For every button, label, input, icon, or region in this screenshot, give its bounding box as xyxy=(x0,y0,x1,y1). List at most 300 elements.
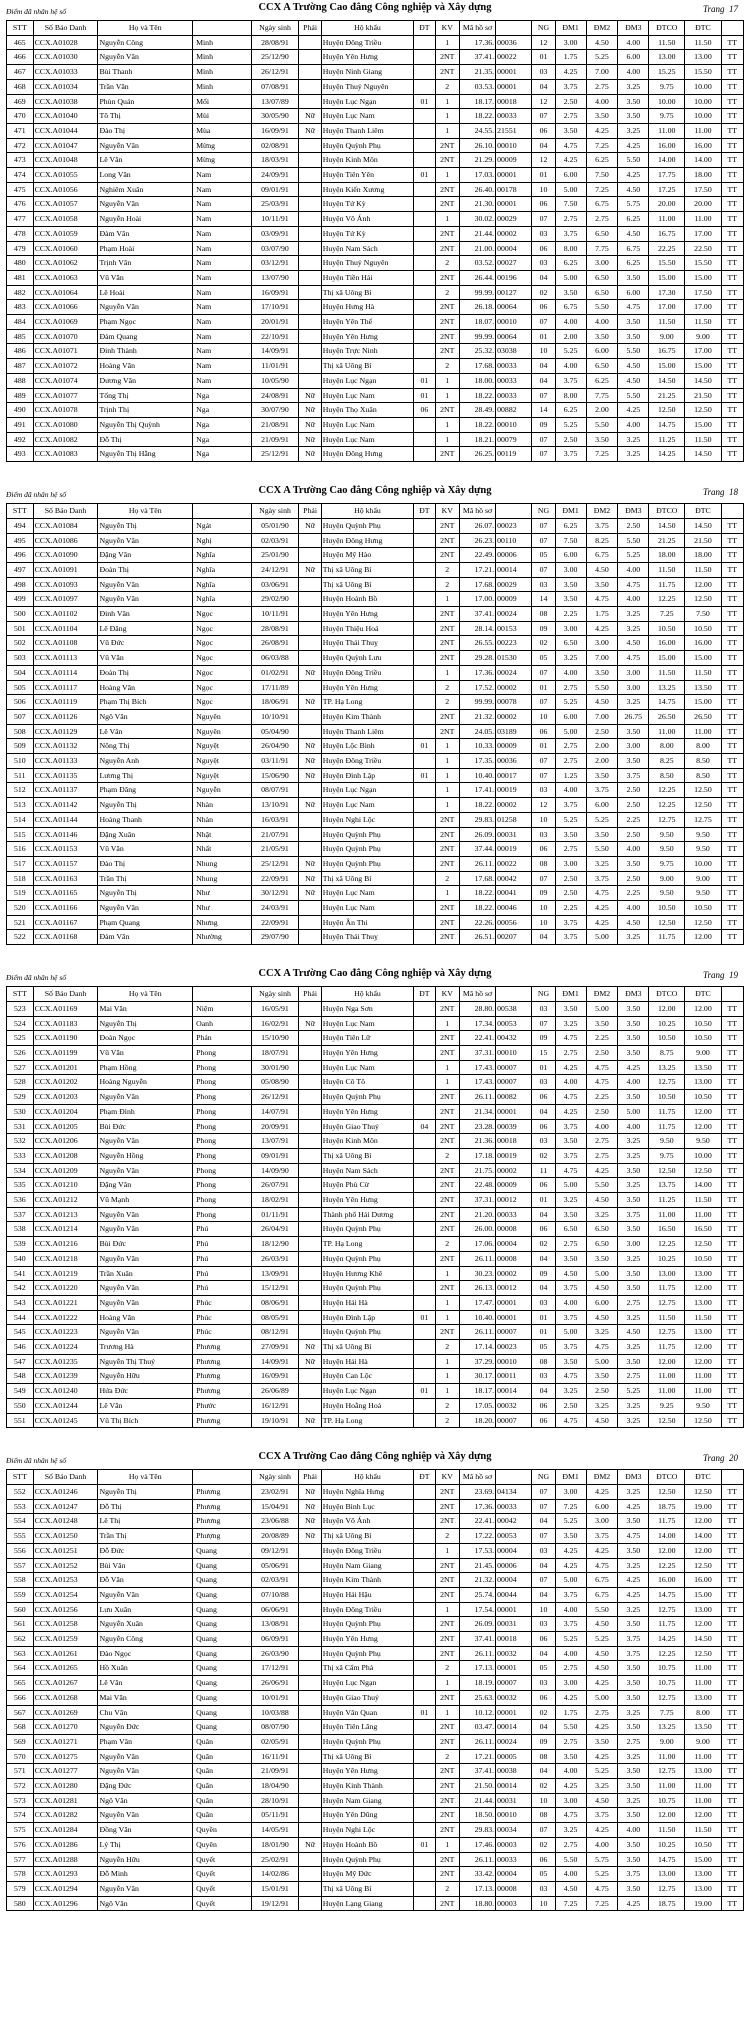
cell-kv: 2NT xyxy=(435,300,459,315)
cell-dtc: 13.00 xyxy=(685,1325,721,1340)
cell-ma-ho-so-b: 00014 xyxy=(496,1384,532,1399)
cell-ten: Nam xyxy=(193,241,251,256)
cell-kq: TT xyxy=(721,1207,743,1222)
cell-dm2: 4.75 xyxy=(586,1881,618,1896)
cell-dm2: 3.50 xyxy=(586,1016,618,1031)
cell-dm1: 4.25 xyxy=(555,1779,586,1794)
cell-ho: Nguyễn Văn xyxy=(98,1808,193,1823)
cell-phai xyxy=(299,812,321,827)
cell-ho: Đặng Văn xyxy=(98,548,193,563)
cell-kv: 1 xyxy=(435,417,459,432)
cell-dm3: 3.50 xyxy=(618,754,649,769)
cell-kv: 1 xyxy=(435,798,459,813)
cell-dtc: 15.00 xyxy=(685,417,721,432)
cell-ma-ho-so-a: 17.14. xyxy=(459,1340,495,1355)
table-row xyxy=(7,1661,744,1676)
cell-ten: Quyết xyxy=(193,1881,251,1896)
cell-dtco: 10.25 xyxy=(649,1016,685,1031)
cell-ng: 07 xyxy=(532,212,555,227)
cell-ten: Phán xyxy=(193,1031,251,1046)
cell-ten: Phong xyxy=(193,1148,251,1163)
table-row xyxy=(7,1543,744,1558)
cell-ngay-sinh: 30/05/90 xyxy=(251,109,299,124)
cell-ho: Bùi Thanh xyxy=(98,65,193,80)
cell-dtco: 14.75 xyxy=(649,1587,685,1602)
cell-dtco: 11.00 xyxy=(649,1207,685,1222)
cell-ma-ho-so-b: 00053 xyxy=(496,1016,532,1031)
cell-dtco: 11.50 xyxy=(649,35,685,50)
cell-sbd: CCX.A01169 xyxy=(33,1001,98,1016)
column-header: Mã hồ sơ xyxy=(459,1470,495,1485)
cell-ngay-sinh: 16/12/91 xyxy=(251,1398,299,1413)
column-header: Phái xyxy=(299,21,321,36)
cell-sbd: CCX.A01030 xyxy=(33,50,98,65)
cell-ngay-sinh: 21/08/91 xyxy=(251,417,299,432)
cell-ma-ho-so-b: 00018 xyxy=(496,94,532,109)
cell-dtco: 10.75 xyxy=(649,1793,685,1808)
cell-ten: Nga xyxy=(193,432,251,447)
cell-dtc: 9.50 xyxy=(685,886,721,901)
cell-ho: Tống Thị xyxy=(98,388,193,403)
cell-phai: Nữ xyxy=(299,1529,321,1544)
cell-ho-khau: Huyện Nam Giang xyxy=(321,1558,414,1573)
cell-sbd: CCX.A01090 xyxy=(33,548,98,563)
cell-ma-ho-so-a: 17.13. xyxy=(459,1881,495,1896)
cell-stt: 529 xyxy=(7,1090,34,1105)
cell-ten: Nghĩa xyxy=(193,548,251,563)
cell-ten: Nguyệt xyxy=(193,739,251,754)
cell-ma-ho-so-b: 00007 xyxy=(496,1325,532,1340)
cell-ten: Minh xyxy=(193,50,251,65)
cell-dm1: 8.00 xyxy=(555,241,586,256)
cell-ngay-sinh: 08/06/91 xyxy=(251,1295,299,1310)
cell-stt: 471 xyxy=(7,123,34,138)
cell-ngay-sinh: 26/07/91 xyxy=(251,1178,299,1193)
cell-ngay-sinh: 25/12/91 xyxy=(251,447,299,462)
cell-kq: TT xyxy=(721,871,743,886)
cell-dtco: 9.00 xyxy=(649,329,685,344)
cell-stt: 502 xyxy=(7,636,34,651)
cell-kv: 2NT xyxy=(435,315,459,330)
cell-ng: 10 xyxy=(532,1602,555,1617)
cell-dt xyxy=(414,1134,435,1149)
cell-dm1: 3.25 xyxy=(555,1384,586,1399)
cell-stt: 570 xyxy=(7,1749,34,1764)
cell-ng: 03 xyxy=(532,1369,555,1384)
cell-ma-ho-so-b: 00019 xyxy=(496,842,532,857)
cell-sbd: CCX.A01033 xyxy=(33,65,98,80)
cell-stt: 535 xyxy=(7,1178,34,1193)
cell-dtco: 16.00 xyxy=(649,636,685,651)
cell-kv: 1 xyxy=(435,1543,459,1558)
cell-dm3: 4.75 xyxy=(618,577,649,592)
cell-dm2: 3.00 xyxy=(586,1514,618,1529)
cell-ma-ho-so-b: 00001 xyxy=(496,197,532,212)
cell-dm1: 2.75 xyxy=(555,680,586,695)
cell-ma-ho-so-a: 23.69. xyxy=(459,1484,495,1499)
cell-ng: 04 xyxy=(532,930,555,945)
cell-dtc: 15.00 xyxy=(685,359,721,374)
cell-kq: TT xyxy=(721,1281,743,1296)
cell-dt: 01 xyxy=(414,1384,435,1399)
cell-ngay-sinh: 05/04/90 xyxy=(251,724,299,739)
column-header xyxy=(496,1470,532,1485)
cell-ma-ho-so-b: 00031 xyxy=(496,1617,532,1632)
cell-ngay-sinh: 18/04/90 xyxy=(251,1779,299,1794)
cell-kq: TT xyxy=(721,1310,743,1325)
cell-dtc: 17.50 xyxy=(685,182,721,197)
cell-kv: 2 xyxy=(435,1529,459,1544)
cell-ho-khau: Huyện Đông Triều xyxy=(321,665,414,680)
cell-ten: Quyên xyxy=(193,1837,251,1852)
cell-kv: 2NT xyxy=(435,1178,459,1193)
cell-dtc: 16.50 xyxy=(685,1222,721,1237)
cell-ten: Quang xyxy=(193,1661,251,1676)
cell-kq: TT xyxy=(721,123,743,138)
cell-ma-ho-so-b: 00033 xyxy=(496,1852,532,1867)
cell-kv: 2NT xyxy=(435,1119,459,1134)
cell-ten: Nguyệt xyxy=(193,754,251,769)
cell-ho-khau: Huyện Đông Triều xyxy=(321,1602,414,1617)
cell-dm3: 2.50 xyxy=(618,827,649,842)
page-number xyxy=(703,4,738,14)
cell-kv: 2 xyxy=(435,285,459,300)
cell-dm2: 3.75 xyxy=(586,1529,618,1544)
cell-kv: 2NT xyxy=(435,1558,459,1573)
table-row xyxy=(7,65,744,80)
cell-phai xyxy=(299,153,321,168)
cell-ng: 04 xyxy=(532,1207,555,1222)
cell-dm1: 3.50 xyxy=(555,1134,586,1149)
cell-ng: 03 xyxy=(532,1881,555,1896)
cell-stt: 473 xyxy=(7,153,34,168)
cell-dtco: 11.75 xyxy=(649,1104,685,1119)
cell-dtco: 12.00 xyxy=(649,1543,685,1558)
cell-kq: TT xyxy=(721,856,743,871)
cell-dm3: 4.00 xyxy=(618,417,649,432)
cell-kv: 2NT xyxy=(435,607,459,622)
cell-dt xyxy=(414,724,435,739)
cell-kq: TT xyxy=(721,285,743,300)
cell-ho-khau: Huyện Cô Tô xyxy=(321,1075,414,1090)
cell-stt: 520 xyxy=(7,901,34,916)
cell-sbd: CCX.A01064 xyxy=(33,285,98,300)
table-row xyxy=(7,373,744,388)
cell-dt xyxy=(414,651,435,666)
cell-ma-ho-so-b: 00007 xyxy=(496,1676,532,1691)
cell-ma-ho-so-a: 37.29. xyxy=(459,1354,495,1369)
cell-dt: 01 xyxy=(414,1310,435,1325)
cell-dtc: 11.50 xyxy=(685,315,721,330)
cell-kv: 2NT xyxy=(435,241,459,256)
cell-ma-ho-so-b: 03189 xyxy=(496,724,532,739)
cell-dtco: 18.75 xyxy=(649,1499,685,1514)
table-row xyxy=(7,1369,744,1384)
cell-ho: Trần Xuân xyxy=(98,1266,193,1281)
cell-dt xyxy=(414,1499,435,1514)
cell-phai xyxy=(299,1720,321,1735)
cell-ng: 02 xyxy=(532,1837,555,1852)
cell-ho-khau: Huyện Lục Nam xyxy=(321,417,414,432)
cell-dtco: 16.75 xyxy=(649,226,685,241)
cell-sbd: CCX.A01258 xyxy=(33,1617,98,1632)
cell-kq: TT xyxy=(721,695,743,710)
cell-ng: 07 xyxy=(532,1573,555,1588)
cell-stt: 488 xyxy=(7,373,34,388)
cell-ho-khau: Huyện Lục Ngạn xyxy=(321,373,414,388)
cell-ma-ho-so-b: 00053 xyxy=(496,1529,532,1544)
cell-ma-ho-so-a: 17.34. xyxy=(459,1016,495,1031)
cell-ma-ho-so-b: 00001 xyxy=(496,1661,532,1676)
cell-sbd: CCX.A01071 xyxy=(33,344,98,359)
cell-dm2: 3.25 xyxy=(586,1325,618,1340)
cell-ma-ho-so-a: 17.18. xyxy=(459,1148,495,1163)
cell-kq: TT xyxy=(721,35,743,50)
cell-kq: TT xyxy=(721,168,743,183)
cell-ten: Phương xyxy=(193,1514,251,1529)
cell-ng: 01 xyxy=(532,1060,555,1075)
cell-ng: 02 xyxy=(532,1237,555,1252)
cell-ho: Bùi Đức xyxy=(98,1237,193,1252)
cell-sbd: CCX.A01216 xyxy=(33,1237,98,1252)
cell-dtco: 12.75 xyxy=(649,1602,685,1617)
cell-kq: TT xyxy=(721,665,743,680)
cell-kv: 2NT xyxy=(435,447,459,462)
cell-phai xyxy=(299,607,321,622)
cell-dm1: 2.75 xyxy=(555,1661,586,1676)
cell-sbd: CCX.A01078 xyxy=(33,403,98,418)
cell-dtc: 13.00 xyxy=(685,1266,721,1281)
cell-ten: Phong xyxy=(193,1104,251,1119)
cell-kv: 2NT xyxy=(435,1134,459,1149)
cell-ng: 10 xyxy=(532,344,555,359)
cell-ho-khau: Huyện Hoành Bồ xyxy=(321,1837,414,1852)
cell-kq: TT xyxy=(721,1060,743,1075)
cell-dm1: 3.75 xyxy=(555,1617,586,1632)
cell-dtc: 11.50 xyxy=(685,432,721,447)
cell-dtco: 11.75 xyxy=(649,1281,685,1296)
cell-stt: 518 xyxy=(7,871,34,886)
table-row xyxy=(7,403,744,418)
cell-ng: 06 xyxy=(532,1852,555,1867)
cell-ma-ho-so-b: 00014 xyxy=(496,1779,532,1794)
cell-dm2: 4.75 xyxy=(586,592,618,607)
cell-ma-ho-so-b: 00006 xyxy=(496,1558,532,1573)
table-row xyxy=(7,388,744,403)
cell-dtco: 9.25 xyxy=(649,1398,685,1413)
table-row xyxy=(7,1764,744,1779)
cell-kq: TT xyxy=(721,1266,743,1281)
cell-kv: 2NT xyxy=(435,1031,459,1046)
cell-dm1: 6.25 xyxy=(555,256,586,271)
cell-ng: 01 xyxy=(532,1193,555,1208)
cell-stt: 466 xyxy=(7,50,34,65)
cell-ng: 12 xyxy=(532,798,555,813)
cell-dm1: 3.75 xyxy=(555,798,586,813)
cell-dm2: 4.25 xyxy=(586,1543,618,1558)
cell-ho-khau: Huyện Lục Nam xyxy=(321,886,414,901)
cell-ten: Quyền xyxy=(193,1823,251,1838)
cell-sbd: CCX.A01223 xyxy=(33,1325,98,1340)
column-header: Họ và Tên xyxy=(98,1470,193,1485)
score-note: Điểm đã nhân hệ số xyxy=(6,7,66,16)
cell-ma-ho-so-b: 00036 xyxy=(496,35,532,50)
cell-kq: TT xyxy=(721,1119,743,1134)
cell-dt xyxy=(414,562,435,577)
cell-ten: Quang xyxy=(193,1587,251,1602)
cell-ng: 06 xyxy=(532,1398,555,1413)
cell-sbd: CCX.A01091 xyxy=(33,562,98,577)
cell-stt: 564 xyxy=(7,1661,34,1676)
cell-phai xyxy=(299,1090,321,1105)
cell-ho-khau: Huyện Mỹ Đức xyxy=(321,1867,414,1882)
cell-ho-khau: Huyện Quỳnh Phụ xyxy=(321,856,414,871)
cell-dm2: 3.50 xyxy=(586,577,618,592)
cell-dm1: 1.75 xyxy=(555,1705,586,1720)
cell-dt xyxy=(414,871,435,886)
cell-dm2: 8.25 xyxy=(586,533,618,548)
cell-ten: Quang xyxy=(193,1573,251,1588)
cell-dtc: 12.50 xyxy=(685,1413,721,1428)
cell-phai xyxy=(299,1222,321,1237)
cell-kq: TT xyxy=(721,1690,743,1705)
table-row xyxy=(7,1090,744,1105)
cell-ho: Hoàng Nguyễn xyxy=(98,1075,193,1090)
cell-dt xyxy=(414,212,435,227)
cell-sbd: CCX.A01132 xyxy=(33,739,98,754)
cell-dm1: 5.50 xyxy=(555,1852,586,1867)
cell-ten: Phong xyxy=(193,1193,251,1208)
cell-dtco: 11.50 xyxy=(649,1310,685,1325)
cell-ho: Nguyễn Văn xyxy=(98,1251,193,1266)
cell-dm3: 2.50 xyxy=(618,871,649,886)
cell-kq: TT xyxy=(721,329,743,344)
cell-ngay-sinh: 18/06/91 xyxy=(251,695,299,710)
cell-ho: Nguyễn Hữu xyxy=(98,1852,193,1867)
cell-phai xyxy=(299,315,321,330)
cell-ma-ho-so-a: 33.42. xyxy=(459,1867,495,1882)
cell-phai xyxy=(299,138,321,153)
cell-dtc: 9.00 xyxy=(685,1734,721,1749)
column-header xyxy=(496,987,532,1002)
cell-ho: Phạm Văn xyxy=(98,1734,193,1749)
column-header: ĐT xyxy=(414,987,435,1002)
cell-dm1: 2.25 xyxy=(555,607,586,622)
cell-ho-khau: TP. Hạ Long xyxy=(321,1413,414,1428)
cell-ho-khau: Thị xã Uông Bí xyxy=(321,285,414,300)
cell-stt: 551 xyxy=(7,1413,34,1428)
cell-dm1: 3.75 xyxy=(555,1587,586,1602)
page-prefix: Trang xyxy=(702,487,725,498)
cell-dm2: 4.50 xyxy=(586,695,618,710)
cell-ngay-sinh: 21/07/91 xyxy=(251,827,299,842)
cell-ten: Phong xyxy=(193,1090,251,1105)
cell-dm2: 4.25 xyxy=(586,1163,618,1178)
cell-dtc: 12.50 xyxy=(685,783,721,798)
cell-ho-khau: Thị xã Uông Bí xyxy=(321,359,414,374)
cell-phai xyxy=(299,329,321,344)
cell-dt xyxy=(414,1237,435,1252)
table-row xyxy=(7,695,744,710)
cell-dm3: 4.25 xyxy=(618,1499,649,1514)
cell-ma-ho-so-a: 26.07. xyxy=(459,518,495,533)
page-number-value: 20 xyxy=(729,1453,738,1464)
cell-kq: TT xyxy=(721,1543,743,1558)
cell-ma-ho-so-a: 21.75. xyxy=(459,1163,495,1178)
cell-phai xyxy=(299,1676,321,1691)
cell-ma-ho-so-b: 00001 xyxy=(496,79,532,94)
cell-dm2: 5.25 xyxy=(586,1632,618,1647)
cell-ma-ho-so-a: 17.00. xyxy=(459,592,495,607)
cell-dm3: 3.25 xyxy=(618,1484,649,1499)
cell-dtc: 21.50 xyxy=(685,388,721,403)
cell-kv: 2NT xyxy=(435,226,459,241)
cell-ngay-sinh: 02/03/91 xyxy=(251,1573,299,1588)
table-row xyxy=(7,768,744,783)
cell-ng: 07 xyxy=(532,768,555,783)
cell-ma-ho-so-a: 26.00. xyxy=(459,1222,495,1237)
cell-stt: 558 xyxy=(7,1573,34,1588)
cell-ngay-sinh: 05/11/91 xyxy=(251,1808,299,1823)
column-header: ĐTC xyxy=(685,987,721,1002)
cell-dm3: 4.00 xyxy=(618,592,649,607)
cell-ten: Nga xyxy=(193,417,251,432)
cell-dtco: 10.50 xyxy=(649,621,685,636)
cell-stt: 545 xyxy=(7,1325,34,1340)
cell-phai xyxy=(299,724,321,739)
cell-ma-ho-so-a: 17.43. xyxy=(459,1060,495,1075)
cell-dm1: 3.25 xyxy=(555,1193,586,1208)
page-gap xyxy=(0,1428,750,1449)
cell-ngay-sinh: 01/02/91 xyxy=(251,665,299,680)
cell-ma-ho-so-b: 00003 xyxy=(496,1896,532,1911)
cell-sbd: CCX.A01070 xyxy=(33,329,98,344)
cell-ho: Nguyễn Thị xyxy=(98,518,193,533)
cell-dtco: 22.25 xyxy=(649,241,685,256)
cell-ten: Phước xyxy=(193,1398,251,1413)
cell-dm3: 3.50 xyxy=(618,1617,649,1632)
score-table xyxy=(6,503,744,945)
cell-dtco: 14.25 xyxy=(649,1632,685,1647)
cell-ngay-sinh: 14/09/91 xyxy=(251,1354,299,1369)
cell-dm2: 3.50 xyxy=(586,1369,618,1384)
cell-ho: Ngô Văn xyxy=(98,1793,193,1808)
column-header: Phái xyxy=(299,987,321,1002)
cell-ho-khau: Huyện Văn Quan xyxy=(321,1705,414,1720)
cell-kv: 2 xyxy=(435,1237,459,1252)
table-row xyxy=(7,709,744,724)
cell-ngay-sinh: 15/12/91 xyxy=(251,1281,299,1296)
cell-kv: 2NT xyxy=(435,1764,459,1779)
cell-kq: TT xyxy=(721,562,743,577)
cell-phai xyxy=(299,1295,321,1310)
cell-kv: 2NT xyxy=(435,1793,459,1808)
cell-dtco: 11.75 xyxy=(649,1119,685,1134)
cell-dt xyxy=(414,1001,435,1016)
cell-kq: TT xyxy=(721,754,743,769)
cell-stt: 465 xyxy=(7,35,34,50)
cell-dt xyxy=(414,1484,435,1499)
cell-sbd: CCX.A01218 xyxy=(33,1251,98,1266)
cell-dm2: 5.25 xyxy=(586,1867,618,1882)
cell-ho-khau: Thị xã Cẩm Phả xyxy=(321,1661,414,1676)
cell-dm3: 5.50 xyxy=(618,344,649,359)
cell-kv: 2NT xyxy=(435,1193,459,1208)
cell-sbd: CCX.A01253 xyxy=(33,1573,98,1588)
cell-dm1: 4.75 xyxy=(555,1031,586,1046)
table-row xyxy=(7,1867,744,1882)
cell-ma-ho-so-a: 24.55. xyxy=(459,123,495,138)
